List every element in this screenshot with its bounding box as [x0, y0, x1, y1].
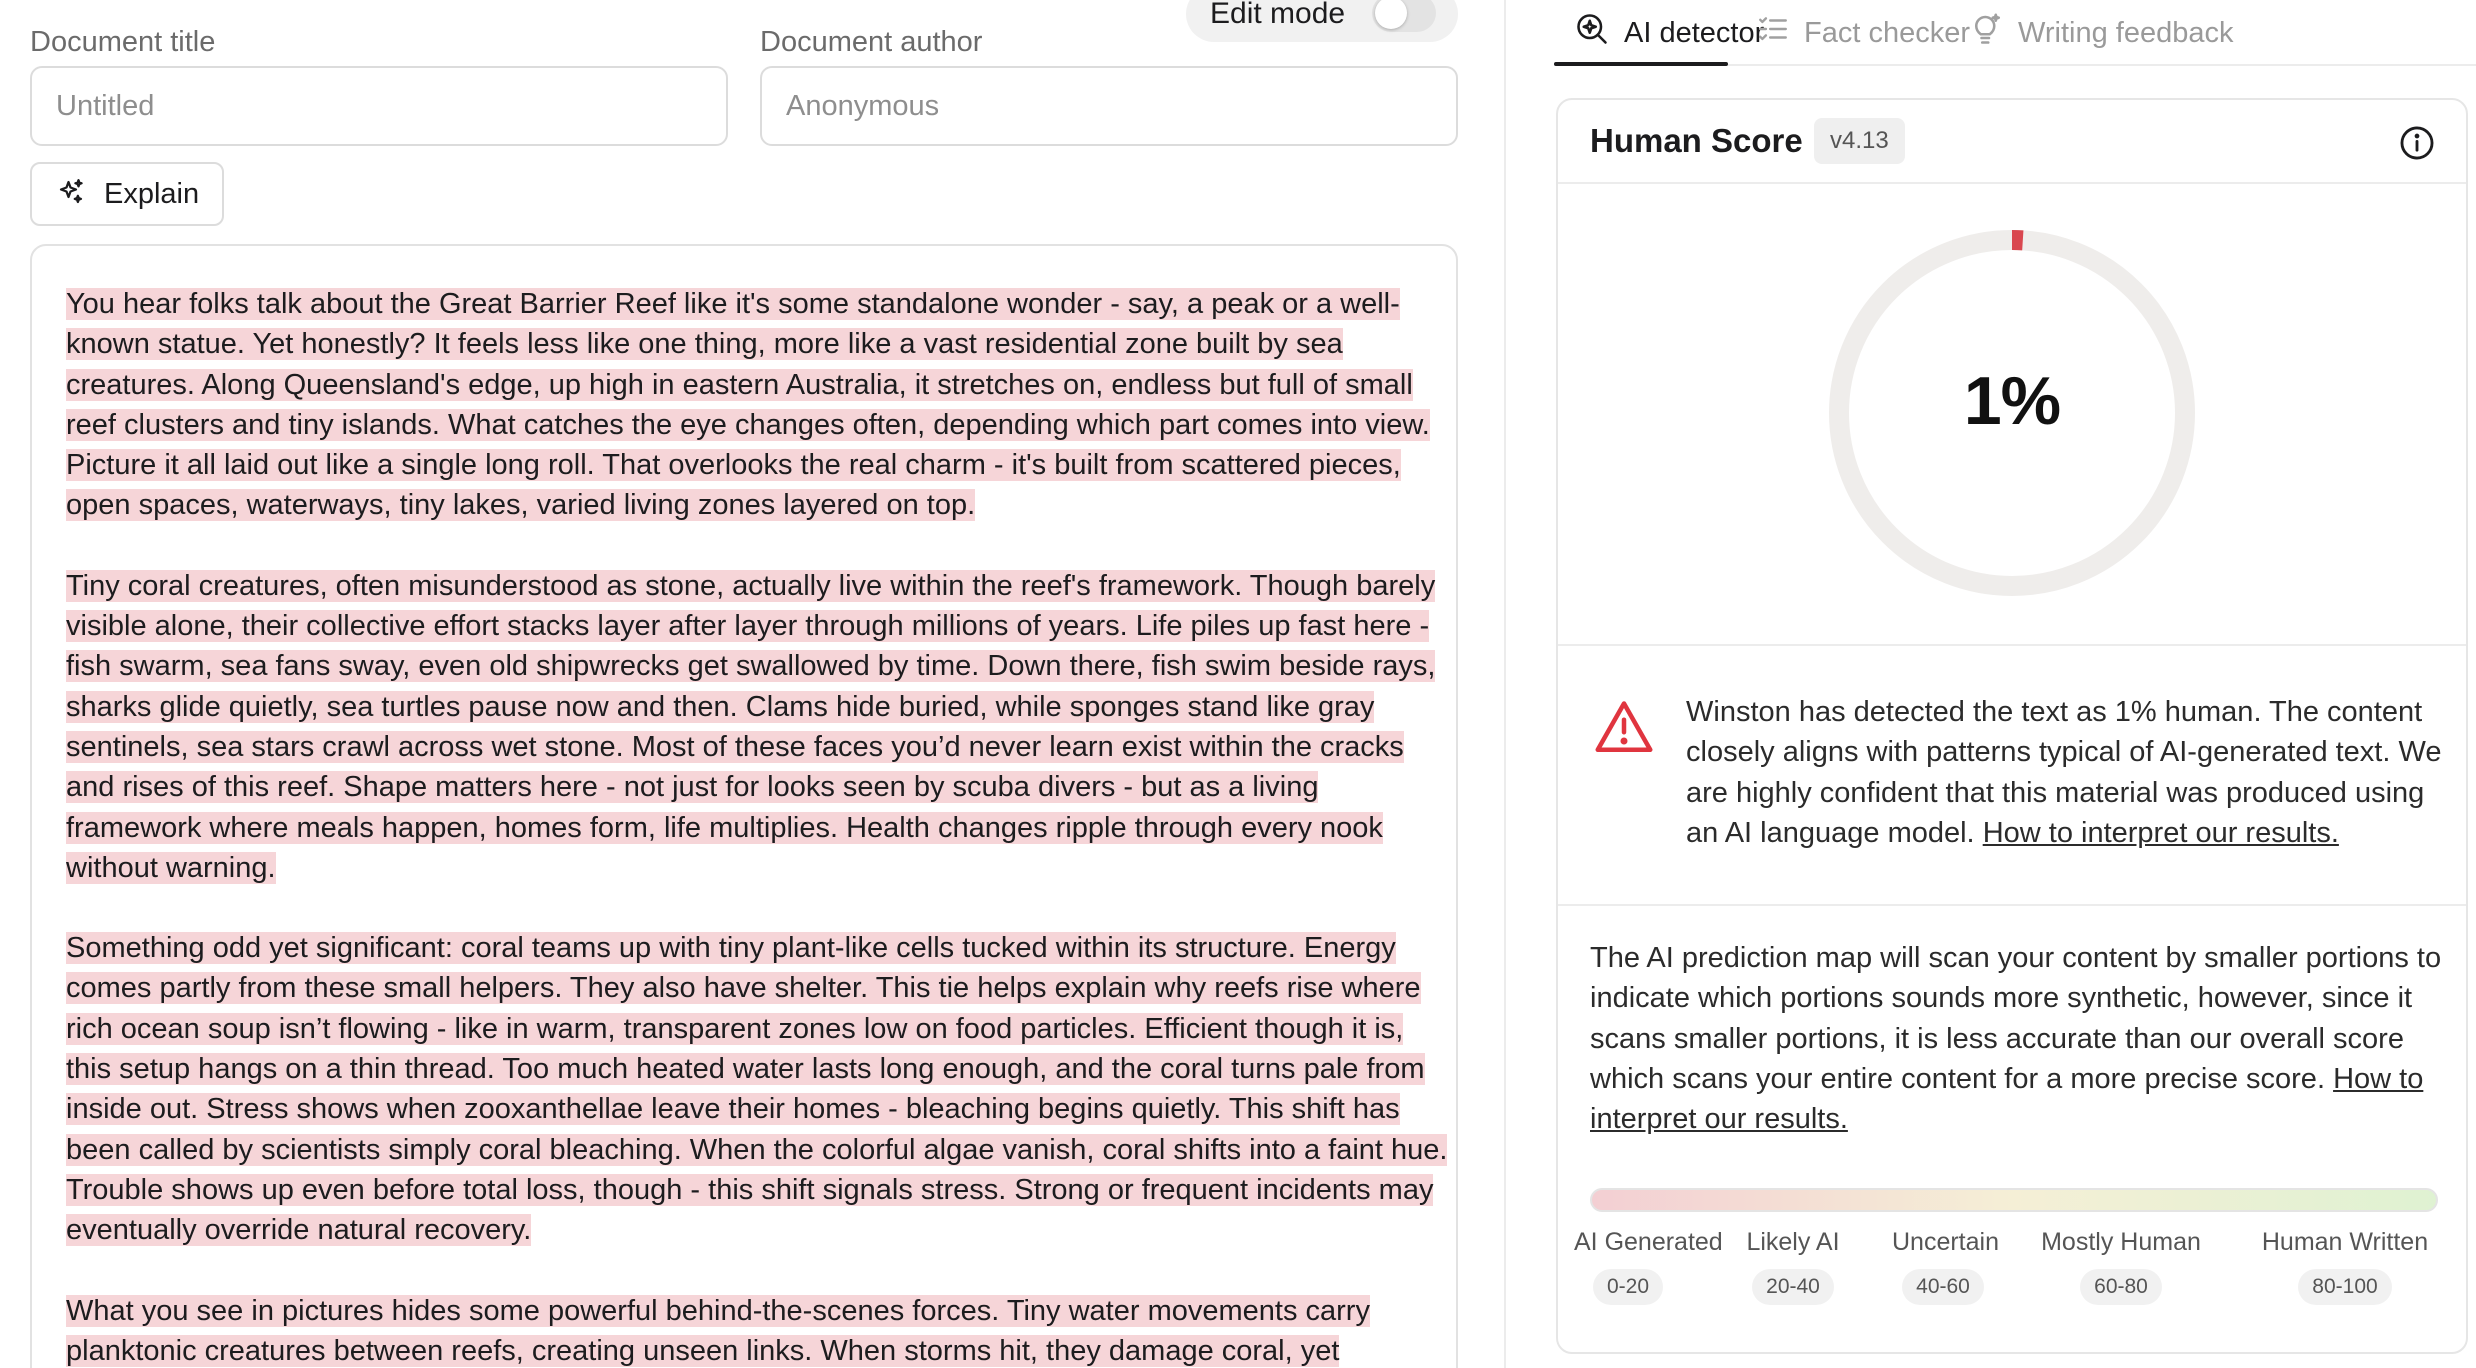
map-text: The AI prediction map will scan your content by smaller portions to indicate which portions sounds more synthetic, however, since it scans smaller portions, it is less accurate than our overall score which scans your entire content for a more precise score.: [1590, 942, 2442, 1095]
legend-item: [2258, 1228, 2432, 1305]
tab-label: Fact checker: [1804, 16, 1970, 49]
result-block: [1558, 646, 2466, 906]
edit-mode-label: Edit mode: [1210, 0, 1346, 30]
paragraph: [66, 1291, 1456, 1368]
warning-icon: [1594, 698, 1654, 759]
legend-label: Likely AI: [1746, 1228, 1840, 1256]
interpret-results-link[interactable]: How to interpret our results.: [1982, 816, 2339, 849]
toggle-knob: [1375, 0, 1407, 29]
tab-ai-detector[interactable]: [1574, 0, 1764, 66]
tab-label: AI detector: [1624, 16, 1765, 49]
tab-label: Writing feedback: [2018, 16, 2234, 49]
legend-item: [1574, 1228, 1723, 1305]
document-author-label: Document author: [760, 26, 983, 58]
human-score-card: [1556, 98, 2468, 1354]
ai-highlight: Tiny coral creatures, often misunderstood as stone, actually live within the reef's framework. Though barely visible alone, their collective effort stacks layer after layer through millions of years. Life piles up fast here - fish swarm, sea fans sway, even old shipwrecks get swallowed by time. Down there, fish swim beside rays, sharks glide quietly, sea turtles pause now and then. Clams hide buried, while sponges stand like gray sentinels, sea stars crawl across wet stone. Most of these faces you’d never learn exist within the cracks and rises of this reef. Shape matters here - not just for looks seen by scuba divers - but as a living framework where meals happen, homes form, life multiplies. Health changes ripple through every nook without warning.: [66, 569, 1436, 884]
result-text: Winston has detected the text as 1% human. The content closely aligns with patterns typical of AI-generated text. We are highly confident that this material was produced using an AI language model.: [1686, 696, 2442, 849]
legend-label: Human Written: [2261, 1228, 2429, 1256]
tab-writing-feedback[interactable]: [1968, 0, 2233, 66]
score-title: Human Score: [1590, 122, 1803, 159]
ai-detector-icon: [1574, 11, 1610, 55]
score-value: 1%: [1963, 363, 2061, 439]
ai-highlight: You hear folks talk about the Great Barrier Reef like it's some standalone wonder - say, a peak or a well-known statue. Yet honestly? It feels less like one thing, more like a vast residential zone built by sea creatures. Along Queensland's edge, up high in eastern Australia, it stretches on, endless but full of small reef clusters and tiny islands. What catches the eye changes often, depending which part comes into view. Picture it all laid out like a single long roll. That overlooks the real charm - it's built from scattered pieces, open spaces, waterways, tiny lakes, varied living zones layered on top.: [66, 288, 1430, 522]
explain-label: Explain: [104, 177, 200, 210]
legend-range: 40-60: [1902, 1269, 1984, 1305]
analysis-pane: [1508, 0, 2476, 1368]
interpret-results-link[interactable]: How to interpret our results.: [1590, 1062, 2424, 1136]
active-tab-indicator: [1554, 62, 1728, 66]
info-icon[interactable]: [2398, 124, 2436, 162]
edit-mode-toggle[interactable]: [1372, 0, 1436, 32]
tab-fact-checker[interactable]: [1756, 0, 1970, 66]
legend-label: Mostly Human: [2041, 1228, 2201, 1256]
legend-item: [2038, 1228, 2204, 1305]
ai-highlight: Something odd yet significant: coral teams up with tiny plant-like cells tucked within its structure. Energy comes partly from these small helpers. They also have shelter. This tie helps explain why reefs rise where rich ocean soup isn’t flowing - like in warm, transparent zones low on food particles. Efficient though it is, this setup hangs on a thin thread. Too much heated water lasts long enough, and the coral turns pale from inside out. Stress shows when zooxanthellae leave their homes - bleaching begins quietly. This shift has been called by scientists simply coral bleaching. When the colorful algae vanish, coral shifts into a faint hue. Trouble shows up even before total loss, though - this shift signals stress. Strong or frequent incidents may eventually override natural recovery.: [66, 932, 1448, 1247]
sparkles-icon: [56, 177, 86, 212]
document-title-label: Document title: [30, 26, 216, 58]
legend-label: AI Generated: [1574, 1228, 1723, 1256]
card-header: [1558, 100, 2466, 184]
result-description: [1686, 692, 2446, 853]
score-scale-bar: [1590, 1188, 2438, 1212]
checklist-icon: [1756, 12, 1790, 54]
paragraph: [66, 566, 1456, 888]
document-author-input[interactable]: [760, 66, 1458, 146]
document-editor[interactable]: [30, 244, 1458, 1368]
legend-range: 80-100: [2298, 1269, 2391, 1305]
tab-bar: [1554, 0, 2476, 66]
legend-item: [1746, 1228, 1840, 1305]
document-title-input[interactable]: [30, 66, 728, 146]
prediction-map-description: [1590, 938, 2450, 1139]
legend-range: 0-20: [1593, 1269, 1663, 1305]
score-legend: [1574, 1228, 2454, 1318]
edit-mode-control: [1186, 0, 1458, 42]
score-gauge: [1558, 184, 2466, 646]
version-badge: v4.13: [1814, 118, 1905, 164]
paragraph: [66, 928, 1456, 1250]
legend-label: Uncertain: [1892, 1228, 1999, 1256]
explain-button[interactable]: [30, 162, 224, 226]
legend-item: [1892, 1228, 1999, 1305]
paragraph: [66, 284, 1456, 526]
legend-range: 20-40: [1752, 1269, 1834, 1305]
ai-highlight: What you see in pictures hides some powerful behind-the-scenes forces. Tiny water movements carry planktonic creatures between reefs, creating unseen links. When storms hit, they damage coral, yet: [66, 1294, 1370, 1367]
document-text: [66, 284, 1456, 1368]
legend-range: 60-80: [2080, 1269, 2162, 1305]
lightbulb-icon: [1968, 11, 2004, 55]
